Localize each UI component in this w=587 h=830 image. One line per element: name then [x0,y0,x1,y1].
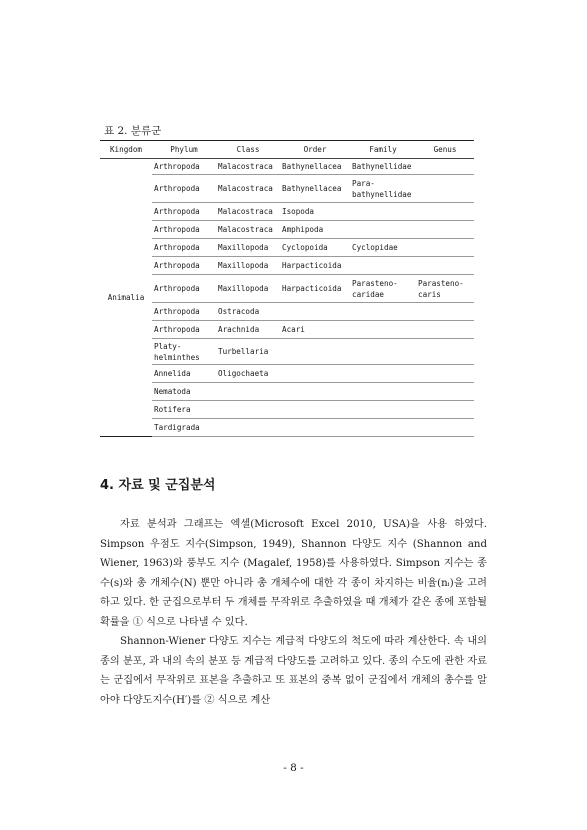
table-row [100,275,474,303]
table-row [100,239,474,257]
family-cell [350,321,416,339]
table-header-row [100,141,474,159]
class-cell: Malacostraca [216,203,280,221]
table-row [100,401,474,419]
class-cell: Maxillopoda [216,239,280,257]
genus-cell [416,239,474,257]
class-cell: Arachnida [216,321,280,339]
family-cell [350,365,416,383]
class-cell: Malacostraca [216,221,280,239]
table-row [100,419,474,437]
table-body [100,159,474,437]
order-cell: Bathynellacea [280,175,350,203]
order-cell: Harpacticoida [280,257,350,275]
phylum-cell: Platy- helminthes [152,339,216,365]
family-cell: Parasteno- caridae [350,275,416,303]
table-row [100,383,474,401]
paragraph-2: Shannon-Wiener 다양도 지수는 계급적 다양도의 척도에 따라 계산한다. 속 내의 종의 분포, 과 내의 속의 분포 등 계급적 다양도를 고려하고 있다. 종의 수도에 관한 자료는 군집에서 무작위로 표본을 추출하고 또 표본의 중복 없이 군집에서 개체의 총수를 알아야 다양도지수(H′)를 ② 식으로 계산 [100,636,487,706]
family-cell [350,401,416,419]
family-cell [350,221,416,239]
table-row [100,303,474,321]
genus-cell [416,221,474,239]
genus-cell [416,383,474,401]
genus-cell [416,159,474,175]
order-cell: Cyclopoida [280,239,350,257]
phylum-cell: Arthropoda [152,303,216,321]
table-row [100,365,474,383]
phylum-cell: Arthropoda [152,221,216,239]
order-cell [280,401,350,419]
section-heading: 4. 자료 및 군집분석 [100,478,216,493]
phylum-cell: Tardigrada [152,419,216,437]
table-row [100,203,474,221]
order-cell [280,365,350,383]
kingdom-cell: Animalia [107,293,145,302]
phylum-cell: Annelida [152,365,216,383]
class-cell: Malacostraca [216,159,280,175]
order-cell: Harpacticoida [280,275,350,303]
phylum-cell: Arthropoda [152,257,216,275]
genus-cell [416,321,474,339]
family-cell [350,419,416,437]
page-number: - 8 - [283,762,304,774]
phylum-cell: Arthropoda [152,175,216,203]
family-cell: Bathynellidae [350,159,416,175]
genus-cell [416,401,474,419]
genus-cell [416,257,474,275]
class-cell [216,401,280,419]
order-cell: Acari [280,321,350,339]
class-cell: Maxillopoda [216,257,280,275]
genus-cell [416,175,474,203]
family-cell [350,303,416,321]
class-cell: Oligochaeta [216,365,280,383]
genus-cell [416,365,474,383]
table-row [100,321,474,339]
paragraph-1: 자료 분석과 그래프는 엑셀(Microsoft Excel 2010, USA)을 사용 하였다. Simpson 우점도 지수(Simpson, 1949), Shannon 다양도 지수 (Shannon and Wiener, 1963)와 풍부도 지수 (Magalef, 1958)를 사용하였다. Simpson 지수는 종수(s)와 총 개체수(N) 뿐만 아니라 총 개체수에 대한 각 종이 차지하는 비율(nᵢ)을 고려하고 있다. 한 군집으로부터 두 개체를 무작위로 추출하였을 때 개체가 같은 종에 포함될 확률을 ① 식으로 나타낼 수 있다. [100,519,487,628]
class-cell: Maxillopoda [216,275,280,303]
order-cell: Bathynellacea [280,159,350,175]
taxa-table [100,140,474,437]
header-order: Order [280,141,350,159]
order-cell [280,419,350,437]
phylum-cell: Nematoda [152,383,216,401]
order-cell: Amphipoda [280,221,350,239]
header-family: Family [350,141,416,159]
family-cell [350,339,416,365]
table-row [100,175,474,203]
header-genus: Genus [416,141,474,159]
order-cell [280,339,350,365]
family-cell [350,203,416,221]
genus-cell [416,339,474,365]
header-kingdom: Kingdom [100,141,152,159]
phylum-cell: Arthropoda [152,275,216,303]
phylum-cell: Arthropoda [152,203,216,221]
order-cell: Isopoda [280,203,350,221]
phylum-cell: Arthropoda [152,239,216,257]
family-cell [350,257,416,275]
class-cell [216,383,280,401]
genus-cell [416,303,474,321]
class-cell: Ostracoda [216,303,280,321]
genus-cell [416,419,474,437]
order-cell [280,303,350,321]
table-row [100,221,474,239]
table-row [100,257,474,275]
genus-cell: Parasteno- caris [416,275,474,303]
phylum-cell: Arthropoda [152,159,216,175]
class-cell: Turbellaria [216,339,280,365]
header-class: Class [216,141,280,159]
class-cell [216,419,280,437]
phylum-cell: Rotifera [152,401,216,419]
table-row [100,339,474,365]
table-caption: 표 2. 분류군 [104,125,162,137]
phylum-cell: Arthropoda [152,321,216,339]
family-cell: Para- bathynellidae [350,175,416,203]
family-cell [350,383,416,401]
family-cell: Cyclopidae [350,239,416,257]
order-cell [280,383,350,401]
header-phylum: Phylum [152,141,216,159]
genus-cell [416,203,474,221]
table-row [100,159,474,175]
class-cell: Malacostraca [216,175,280,203]
